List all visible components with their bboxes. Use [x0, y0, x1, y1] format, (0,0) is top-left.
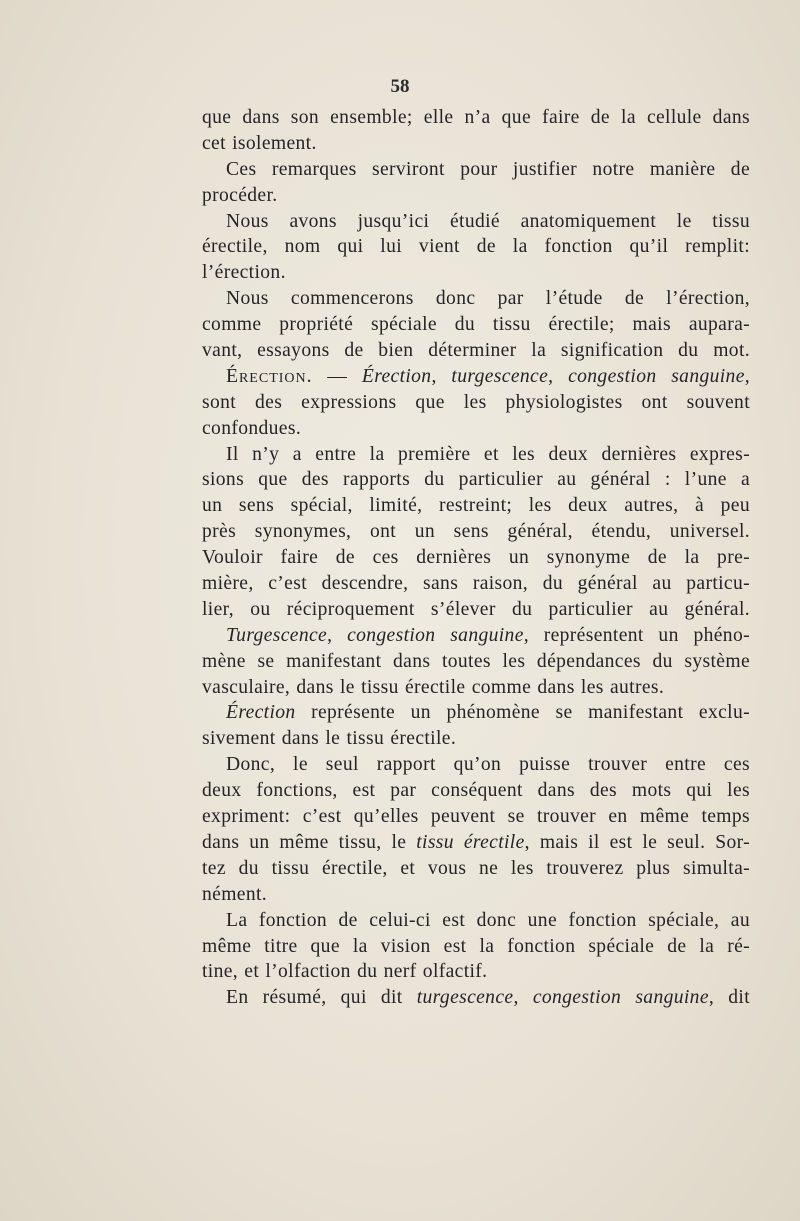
text-line: vant, essayons de bien déterminer la signification du mot.: [202, 340, 750, 362]
text-line: mière, c’est descendre, sans raison, du général au particu-: [202, 573, 750, 595]
text-line: deux fonctions, est par conséquent dans des mots qui les: [202, 780, 750, 802]
text-line: [202, 364, 750, 390]
text-line: expriment: c’est qu’elles peuvent se trouver en même temps: [202, 806, 750, 828]
text-run: représente un phénomène se manifestant exclu-: [295, 702, 750, 724]
small-caps-heading: Érection.: [226, 365, 313, 387]
text-line: [202, 623, 750, 649]
text-line: érectile, nom qui lui vient de la fonction qu’il remplit:: [202, 236, 750, 258]
text-line: tine, et l’olfaction du nerf olfactif.: [202, 961, 488, 983]
text-run: ,: [744, 365, 750, 387]
text-run: , dit: [708, 987, 750, 1009]
text-run: En résumé, qui dit: [226, 987, 417, 1009]
italic-term: Érection: [226, 702, 296, 724]
text-line: sont des expressions que les physiologistes ont souvent: [202, 391, 750, 413]
text-line: vasculaire, dans le tissu érectile comme dans les autres.: [202, 676, 665, 698]
italic-term: congestion sanguine: [568, 365, 745, 387]
text-line: l’érection.: [202, 262, 286, 284]
italic-term: congestion sanguine: [347, 624, 524, 646]
text-line: Ces remarques serviront pour justifier notre manière de: [226, 158, 750, 180]
text-line: La fonction de celui-ci est donc une fonction spéciale, au: [226, 909, 750, 931]
text-run: , mais il est le seul. Sor-: [524, 831, 750, 853]
text-line: [202, 830, 750, 856]
italic-term: turgescence: [416, 987, 514, 1009]
text-line: même titre que la vision est la fonction spéciale de la ré-: [202, 935, 750, 957]
text-line: cet isolement.: [202, 132, 317, 154]
text-line: [202, 985, 750, 1011]
text-line: sivement dans le tissu érectile.: [202, 728, 457, 750]
italic-term: tissu érectile: [416, 831, 525, 853]
text-line: procéder.: [202, 184, 278, 206]
text-line: que dans son ensemble; elle n’a que faire de la cellule dans: [202, 107, 750, 128]
text-line: nément.: [202, 883, 268, 905]
text-line: un sens spécial, limité, restreint; les deux autres, à peu: [202, 495, 750, 517]
text-run: ,: [513, 987, 533, 1009]
text-line: mène se manifestant dans toutes les dépendances du système: [202, 650, 750, 672]
text-line: tez du tissu érectile, et vous ne les trouverez plus simulta-: [202, 857, 750, 879]
text-line: Nous commencerons donc par l’étude de l’érection,: [226, 288, 750, 310]
text-line: Il n’y a entre la première et les deux dernières expres-: [226, 443, 750, 465]
text-run: dans un même tissu, le: [202, 831, 417, 853]
page-number: 58: [390, 76, 410, 97]
text-line: sions que des rapports du particulier au général : l’une a: [202, 469, 750, 491]
text-run: ,: [548, 365, 569, 387]
text-run: , représentent un phéno-: [523, 624, 750, 646]
italic-term: congestion sanguine: [532, 987, 709, 1009]
text-run: —: [312, 365, 362, 387]
text-line: Vouloir faire de ces dernières un synonyme de la pre-: [202, 547, 750, 569]
text-run: ,: [327, 624, 348, 646]
text-line: lier, ou réciproquement s’élever du particulier au général.: [202, 598, 750, 620]
text-line: [202, 700, 750, 726]
italic-term: Érection: [361, 365, 432, 387]
italic-term: turgescence: [451, 365, 549, 387]
body-text: [202, 105, 750, 1011]
text-run: ,: [431, 365, 452, 387]
text-line: près synonymes, ont un sens général, étendu, universel.: [202, 521, 750, 543]
text-line: comme propriété spéciale du tissu érectile; mais aupara-: [202, 314, 750, 336]
italic-term: Turgescence: [226, 624, 328, 646]
text-line: confondues.: [202, 417, 302, 439]
text-line: Donc, le seul rapport qu’on puisse trouver entre ces: [226, 754, 750, 776]
text-line: Nous avons jusqu’ici étudié anatomiquement le tissu: [226, 210, 750, 232]
